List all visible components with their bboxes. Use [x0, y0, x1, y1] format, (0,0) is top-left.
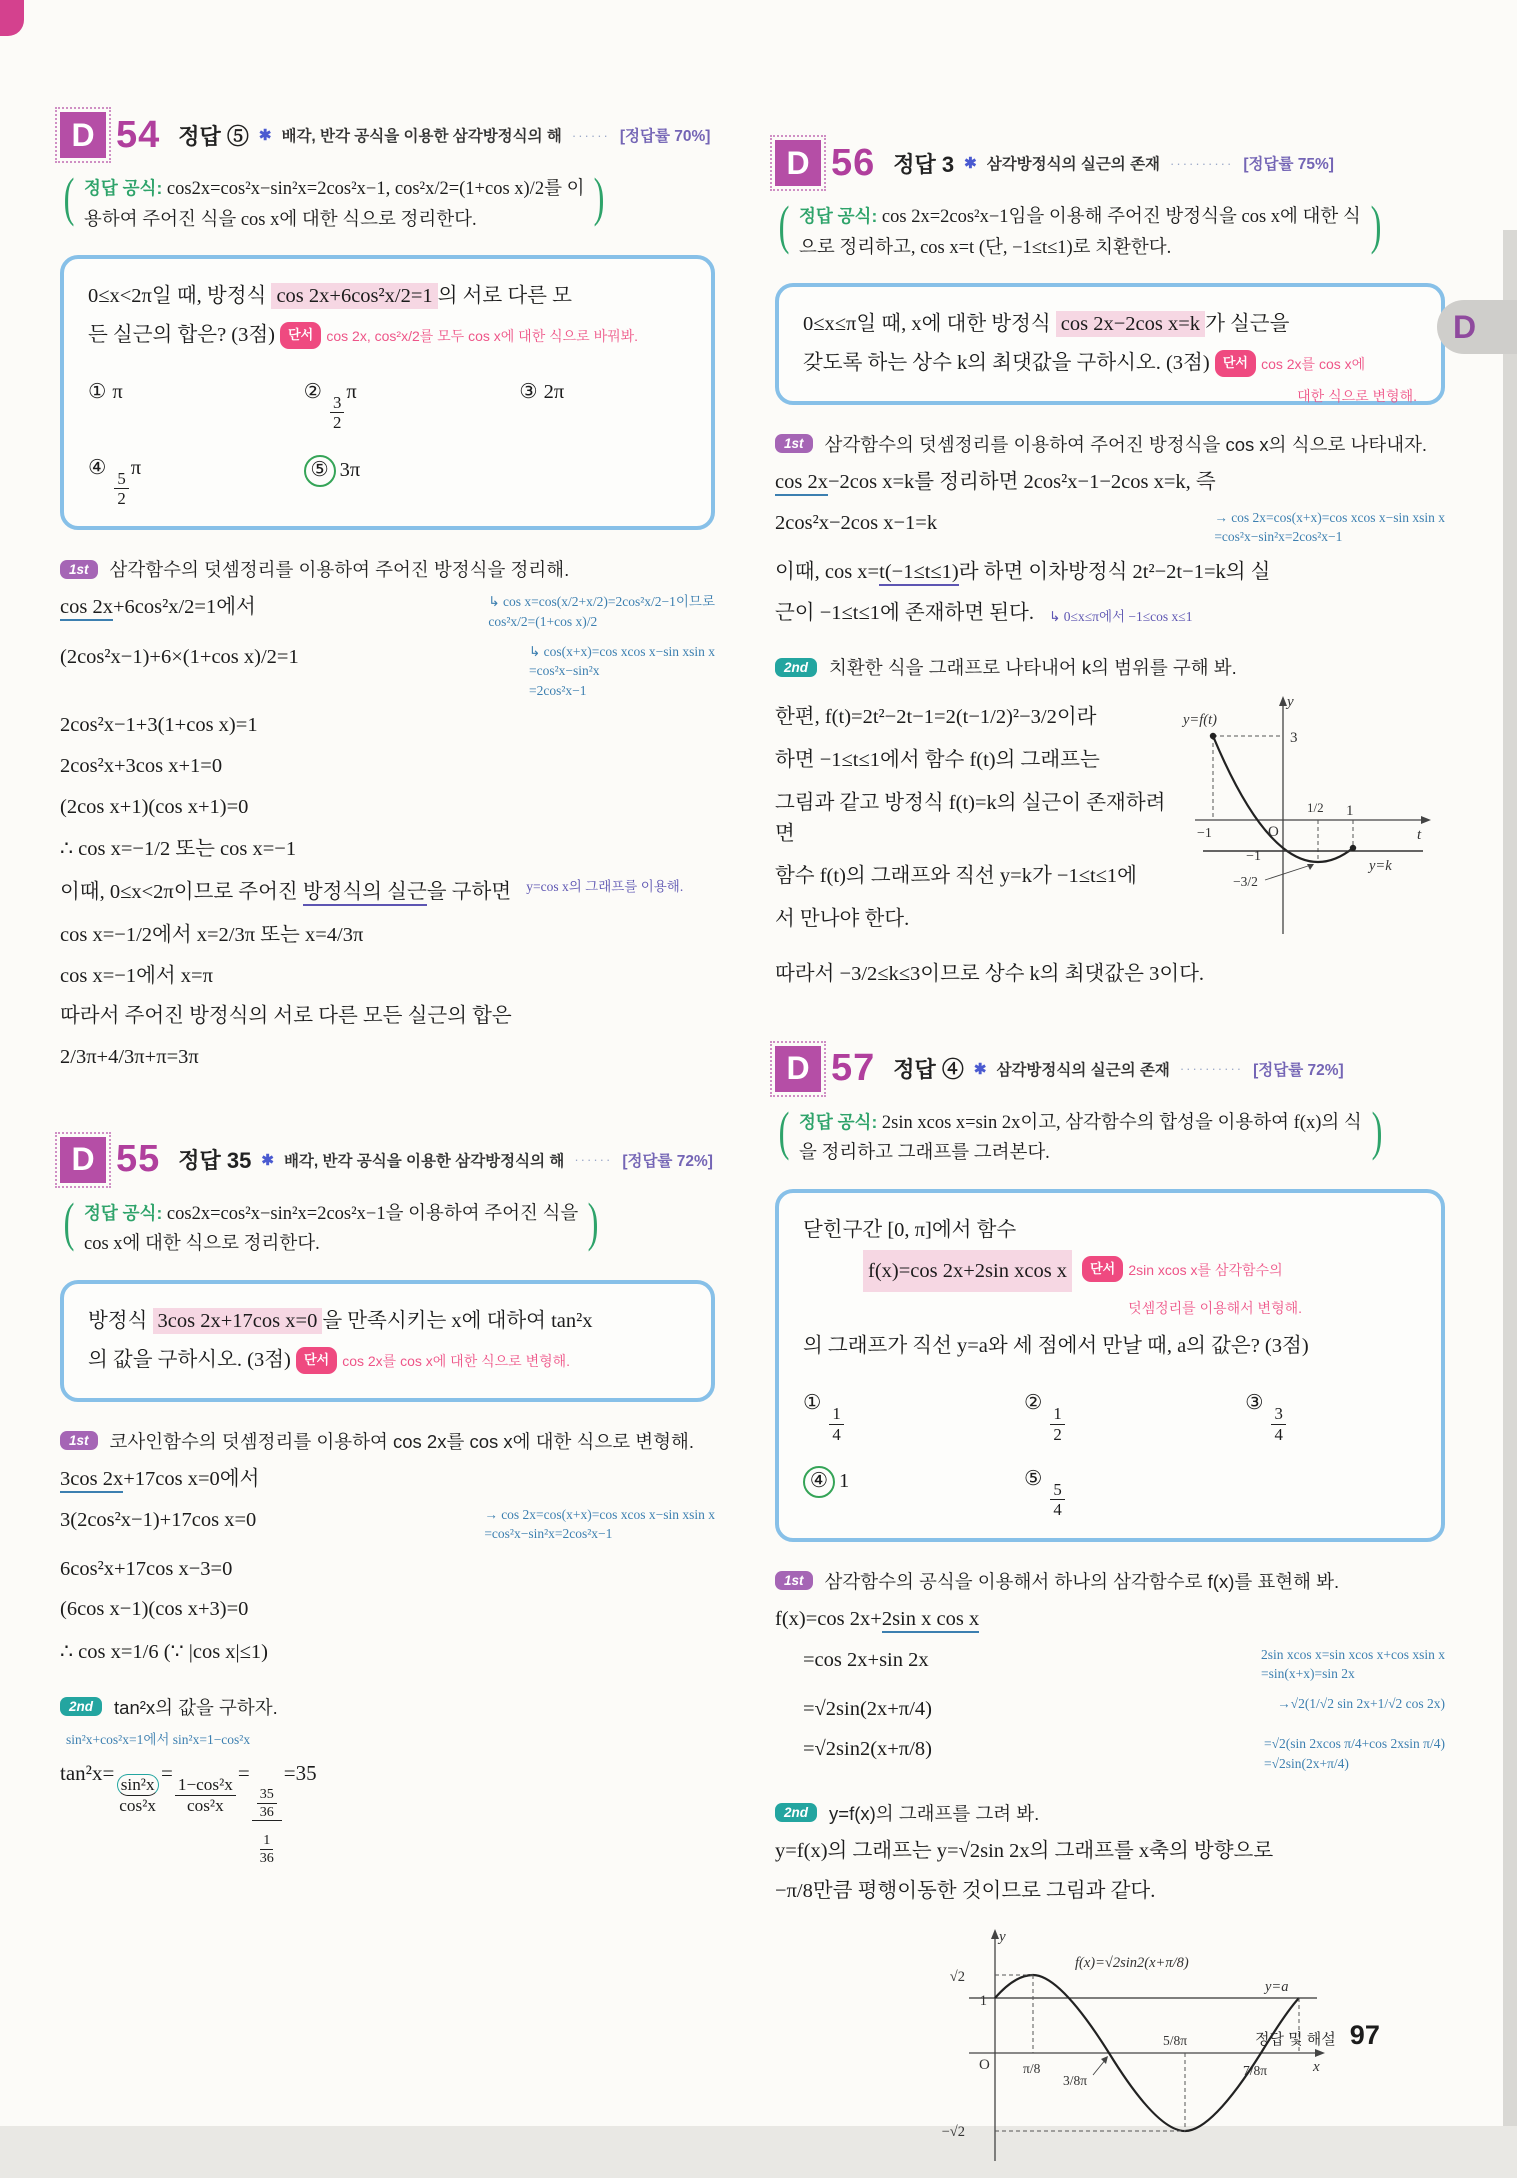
d56-star-icon: ✱: [964, 155, 977, 172]
d57-letter-badge: D: [775, 1046, 821, 1092]
d54-sol-line9: cos x=−1에서 x=π: [60, 964, 213, 987]
d56-sol-line8: 함수 f(t)의 그래프와 직선 y=k가 −1≤t≤1에: [775, 865, 1137, 888]
d56-sol-line5: 한편, f(t)=2t²−2t−1=2(t−1/2)²−3/2이라: [775, 706, 1097, 729]
svg-text:1: 1: [979, 1993, 987, 2010]
d56-answer: 정답 3: [893, 151, 955, 177]
d54-sol-line8: cos x=−1/2에서 x=2/3π 또는 x=4/3π: [60, 923, 364, 946]
svg-text:−1: −1: [1246, 849, 1261, 865]
d57-option-1: ① $\frac{1}{4}$: [803, 1390, 1024, 1444]
d57-option-3: ③ $\frac{3}{4}$: [1245, 1390, 1417, 1444]
d55-rate: [정답률 72%]: [622, 1152, 713, 1170]
d54-highlight-eq: cos 2x+6cos²x/2=1: [271, 283, 437, 309]
d57-option-5: ⑤ $\frac{5}{4}$: [1024, 1466, 1245, 1520]
d55-formula-line1: cos2x=cos²x−sin²x=2cos²x−1을 이용하여 주어진 식을: [166, 1203, 579, 1224]
step1-badge: 1st: [60, 560, 98, 579]
right-column: [775, 140, 1445, 2178]
chapter-side-tab: D: [1437, 300, 1517, 354]
d56-dots: ··········: [1170, 155, 1234, 171]
d56-sol-line6: 하면 −1≤t≤1에서 함수 f(t)의 그래프는: [775, 749, 1100, 772]
d54-step1: 1st 삼각함수의 덧셈정리를 이용하여 주어진 방정식을 정리해.: [60, 556, 715, 582]
problem-d57: [775, 1046, 1445, 2178]
d54-sol-line4: 2cos²x+3cos x+1=0: [60, 754, 223, 777]
d54-problem-box: [60, 255, 715, 530]
left-bracket: (: [778, 195, 790, 255]
d56-formula-label: 정답 공식:: [798, 206, 878, 226]
d56-sol-line2: 2cos²x−2cos x−1=k → cos 2x=cos(x+x)=cos xcos x−sin xsin x =cos²x−sin²x=2cos²x−1: [775, 508, 1445, 547]
d57-step2: 2nd y=f(x)의 그래프를 그려 봐.: [775, 1800, 1445, 1826]
right-bracket: ): [1371, 1100, 1383, 1161]
d56-note1: → cos 2x=cos(x+x)=cos xcos x−sin xsin x =cos²x−sin²x=2cos²x−1: [1214, 509, 1445, 545]
svg-text:5/8π: 5/8π: [1163, 2033, 1188, 2049]
d57-options: [803, 1390, 1417, 1519]
d57-clue-text2: 덧셈정리를 이용해서 변형해.: [1128, 1300, 1303, 1317]
d56-number: 56: [831, 141, 876, 184]
d57-sol-line5: y=f(x)의 그래프는 y=√2sin 2x의 그래프를 x축의 방향으로: [775, 1839, 1274, 1862]
d56-letter-badge: D: [775, 140, 821, 186]
d54-sol-line6: ∴ cos x=−1/2 또는 cos x=−1: [60, 838, 297, 861]
d54-clue-badge: 단서: [280, 322, 321, 349]
svg-text:1: 1: [1346, 803, 1354, 820]
d55-number: 55: [116, 1138, 161, 1181]
step2-badge: 2nd: [775, 1803, 817, 1822]
d56-formula-box: [775, 195, 1445, 267]
footer-page-number: 97: [1349, 2020, 1380, 2050]
d57-problem-line3: 의 그래프가 직선 y=a와 세 점에서 만날 때, a의 값은? (3점): [803, 1335, 1309, 1358]
d54-answer: 정답 ⑤: [178, 123, 249, 149]
d56-step1: 1st 삼각함수의 덧셈정리를 이용하여 주어진 방정식을 cos x의 식으로 나타내자.: [775, 431, 1445, 457]
d55-formula-box: [60, 1191, 715, 1264]
d54-answer-circle: ⑤: [304, 455, 336, 487]
d57-xlabel: x: [1313, 2059, 1320, 2076]
d54-option-5-selected: ⑤ 3π: [304, 455, 520, 509]
d57-problem-line1: 닫힌구간 [0, π]에서 함수: [803, 1218, 1017, 1241]
d57-formula-label: 정답 공식:: [798, 1111, 878, 1132]
d57-topic: 삼각방정식의 실근의 존재: [996, 1061, 1170, 1079]
d57-sol-line3: =√2sin(2x+π/4) →√2(1/√2 sin 2x+1/√2 cos 2x): [803, 1695, 1445, 1720]
svg-text:−1: −1: [1197, 826, 1212, 842]
d57-ylabel: y: [999, 1929, 1006, 1946]
d57-curve-label: f(x)=√2sin2(x+π/8): [1075, 1955, 1189, 1972]
d56-ylabel: y: [1287, 694, 1294, 711]
d56-header: [775, 140, 1445, 186]
d55-dots: ······: [574, 1152, 613, 1168]
left-bracket: (: [63, 167, 75, 227]
page-edge-strip: [1503, 230, 1517, 2126]
d54-topic: 배각, 반각 공식을 이용한 삼각방정식의 해: [281, 128, 562, 145]
d55-sol-line3: 6cos²x+17cos x−3=0: [60, 1557, 233, 1580]
d54-header: [60, 112, 715, 158]
d56-sol-line9: 서 만나야 한다.: [775, 908, 910, 931]
d57-sol-line4: =√2sin2(x+π/8) =√2(sin 2xcos π/4+cos 2xsin π/4) =√2sin(2x+π/4): [775, 1734, 1445, 1773]
d57-clue-badge: 단서: [1082, 1256, 1123, 1283]
right-bracket: ): [1370, 195, 1382, 255]
d56-problem-box: [775, 283, 1445, 405]
d56-sol-line1: cos 2x−2cos x=k를 정리하면 2cos²x−1−2cos x=k, 즉: [775, 467, 1445, 498]
d57-sol-line6: −π/8만큼 평행이동한 것이므로 그림과 같다.: [775, 1880, 1156, 1903]
d56-clue-text2: 대한 식으로 변형해.: [1297, 387, 1417, 404]
d56-curve-label: y=f(t): [1183, 712, 1217, 729]
d55-note2: sin²x+cos²x=1에서 sin²x=1−cos²x: [66, 1731, 251, 1747]
d55-sol-line4: (6cos x−1)(cos x+3)=0: [60, 1598, 249, 1621]
d55-highlight-eq: 3cos 2x+17cos x=0: [153, 1308, 323, 1334]
d57-answer-circle: ④: [803, 1466, 835, 1498]
d57-problem-box: [775, 1189, 1445, 1542]
d55-answer: 정답 35: [178, 1148, 252, 1174]
left-bracket: (: [63, 1191, 75, 1252]
d56-formula-line2: 으로 정리하고, cos x=t (단, −1≤t≤1)로 치환한다.: [798, 237, 1172, 258]
svg-text:−3/2: −3/2: [1233, 874, 1258, 890]
d56-graph: [1173, 690, 1445, 942]
d55-letter-badge: D: [60, 1137, 106, 1183]
right-bracket: ): [587, 1191, 599, 1252]
d57-answer: 정답 ④: [893, 1057, 964, 1083]
d55-formula-label: 정답 공식:: [83, 1202, 163, 1223]
d54-formula-line2: 용하여 주어진 식을 cos x에 대한 식으로 정리한다.: [83, 209, 477, 230]
svg-text:−√2: −√2: [941, 2124, 965, 2141]
d56-note4: ↳ 0≤x≤π에서 −1≤cos x≤1: [1049, 608, 1193, 624]
step1-badge: 1st: [775, 434, 813, 453]
right-bracket: ): [594, 167, 605, 227]
svg-text:1/2: 1/2: [1307, 800, 1324, 816]
problem-d54: [60, 112, 715, 1073]
d54-formula-line1: cos2x=cos²x−sin²x=2cos²x−1, cos²x/2=(1+cos x)/2를 이: [166, 179, 585, 199]
d54-option-4: ④ $\frac{5}{2}$ π: [88, 456, 142, 509]
svg-text:3/8π: 3/8π: [1063, 2073, 1088, 2089]
d54-star-icon: ✱: [258, 127, 272, 144]
d55-sol-line1: 3cos 2x+17cos x=0에서: [60, 1464, 715, 1495]
d54-formula-label: 정답 공식:: [83, 178, 163, 198]
problem-d56: [775, 140, 1445, 990]
d54-sol-line3: 2cos²x−1+3(1+cos x)=1: [60, 714, 258, 737]
d54-sol-line10: 따라서 주어진 방정식의 서로 다른 모든 실근의 합은: [60, 1005, 512, 1028]
d54-sol-line5: (2cos x+1)(cos x+1)=0: [60, 795, 249, 818]
d55-circled-sin: sin²x: [117, 1774, 159, 1796]
d57-dots: ··········: [1179, 1061, 1244, 1077]
d57-problem-line2: [803, 1250, 1417, 1328]
left-column: [60, 112, 715, 1874]
d57-formula-line1: 2sin xcos x=sin 2x이고, 삼각함수의 합성을 이용하여 f(x)의 식: [881, 1112, 1362, 1133]
d56-tlabel: t: [1417, 827, 1422, 844]
d57-clue-text1: 2sin xcos x를 삼각함수의: [1128, 1261, 1283, 1278]
d55-sol-line2: 3(2cos²x−1)+17cos x=0 → cos 2x=cos(x+x)=cos xcos x−sin xsin x =cos²x−sin²x=2cos²x−1: [60, 1505, 715, 1544]
d56-problem-line2: 갖도록 하는 상수 k의 최댓값을 구하시오. (3점) 단서 cos 2x를 cos x에 대한 식으로 변형해.: [803, 344, 1417, 383]
d57-option-4-selected: ④ 1: [803, 1466, 1024, 1520]
svg-text:O: O: [979, 2057, 990, 2074]
d54-problem-line2: 든 실근의 합은? (3점) 단서 cos 2x, cos²x/2를 모두 cos x에 대한 식으로 바꿔봐.: [88, 316, 687, 355]
d55-star-icon: ✱: [261, 1151, 274, 1169]
d57-aline-label: y=a: [1265, 1979, 1289, 1996]
d56-problem-line1: 0≤x≤π일 때, x에 대한 방정식 cos 2x−2cos x=k 가 실근을: [803, 313, 1290, 336]
d56-step2: 2nd 치환한 식을 그래프로 나타내어 k의 범위를 구해 봐.: [775, 654, 1445, 680]
d57-highlight-eq: f(x)=cos 2x+2sin xcos x: [863, 1250, 1072, 1293]
footer-label: 정답 및 해설: [1255, 2031, 1336, 2048]
d55-problem-line1: 방정식 3cos 2x+17cos x=0 을 만족시키는 x에 대하여 tan²x: [88, 1309, 593, 1332]
d54-formula-box: [60, 167, 715, 239]
d55-clue-text: cos 2x를 cos x에 대한 식으로 변형해.: [342, 1352, 571, 1369]
d57-step1: 1st 삼각함수의 공식을 이용해서 하나의 삼각함수로 f(x)를 표현해 봐.: [775, 1568, 1445, 1594]
d55-topic: 배각, 반각 공식을 이용한 삼각방정식의 해: [283, 1152, 565, 1170]
d54-sol-line11: 2/3π+4/3π+π=3π: [60, 1046, 199, 1069]
d56-highlight-eq: cos 2x−2cos x=k: [1056, 311, 1205, 337]
d56-rate: [정답률 75%]: [1243, 156, 1334, 173]
step1-badge: 1st: [60, 1431, 98, 1450]
d56-kline-label: y=k: [1369, 858, 1392, 875]
d55-note1: → cos 2x=cos(x+x)=cos xcos x−sin xsin x =cos²x−sin²x=2cos²x−1: [484, 1506, 715, 1542]
d57-note2: 2sin xcos x=sin xcos x+cos xsin x =sin(x+x)=sin 2x: [1261, 1646, 1445, 1682]
svg-text:π/8: π/8: [1023, 2061, 1041, 2077]
d55-formula-line2: cos x에 대한 식으로 정리한다.: [83, 1234, 320, 1255]
d56-sol-line10: 따라서 −3/2≤k≤3이므로 상수 k의 최댓값은 3이다.: [775, 962, 1205, 985]
d54-number: 54: [116, 113, 161, 156]
d55-sol-line5: ∴ cos x=1/6 (∵ |cos x|≤1): [60, 1641, 268, 1664]
d54-dots: ······: [571, 127, 610, 143]
d56-graph-row: [775, 690, 1445, 947]
problem-d55: [60, 1137, 715, 1866]
d57-formula-line2: 을 정리하고 그래프를 그려본다.: [798, 1143, 1050, 1164]
d54-sol-line2: (2cos²x−1)+6×(1+cos x)/2=1 ↳ cos(x+x)=cos xcos x−sin xsin x =cos²x−sin²x =2cos²x−1: [60, 642, 715, 701]
d55-tan-line: tan²x= $\frac{\text{sin²x}}{\text{cos²x}}$ = $\frac{\text{1−cos²x}}{\text{cos²x}}$ = $\frac{\frac{35}{36}}{\frac{1}{36}}$ =35: [60, 1760, 317, 1866]
d57-sol-line1: f(x)=cos 2x+2sin x cos x: [775, 1604, 1445, 1635]
page-footer: [1255, 2020, 1380, 2051]
d55-step1: 1st 코사인함수의 덧셈정리를 이용하여 cos 2x를 cos x에 대한 식으로 변형해.: [60, 1428, 715, 1454]
d54-option-1: ① π: [88, 380, 123, 403]
d57-rate: [정답률 72%]: [1253, 1061, 1344, 1079]
d54-note7: y=cos x의 그래프를 이용해.: [526, 879, 684, 895]
step2-badge: 2nd: [60, 1697, 102, 1716]
d54-option-2: ② $\frac{3}{2}$ π: [303, 380, 357, 433]
d54-option-3: ③ 2π: [519, 380, 565, 403]
d57-header: [775, 1046, 1445, 1092]
svg-text:√2: √2: [949, 1969, 965, 1986]
corner-mark: [0, 0, 24, 36]
svg-text:7/8π: 7/8π: [1243, 2063, 1268, 2079]
svg-text:O: O: [1268, 824, 1279, 841]
d54-letter-badge: D: [60, 112, 106, 158]
d57-note4: =√2(sin 2xcos π/4+cos 2xsin π/4) =√2sin(2x+π/4): [1263, 1736, 1445, 1771]
d55-header: [60, 1137, 715, 1183]
d56-clue-badge: 단서: [1215, 350, 1256, 377]
d57-option-2: ② $\frac{1}{2}$: [1024, 1390, 1245, 1444]
step2-badge: 2nd: [775, 658, 817, 677]
d54-options: [88, 379, 687, 508]
d55-problem-line2: 의 값을 구하시오. (3점) 단서 cos 2x를 cos x에 대한 식으로 변형해.: [88, 1341, 687, 1380]
d57-sol-line2: =cos 2x+sin 2x 2sin xcos x=sin xcos x+cos xsin x =sin(x+x)=sin 2x: [775, 1645, 1445, 1684]
d54-rate: [정답률 70%]: [619, 128, 711, 145]
d56-topic: 삼각방정식의 실근의 존재: [986, 156, 1161, 173]
d55-clue-badge: 단서: [296, 1347, 337, 1374]
left-bracket: (: [778, 1100, 790, 1161]
d55-step2: 2nd tan²x의 값을 구하자.: [60, 1694, 715, 1720]
d57-number: 57: [831, 1047, 876, 1090]
d54-clue-text: cos 2x, cos²x/2를 모두 cos x에 대한 식으로 바꿔봐.: [326, 327, 639, 344]
d56-sol-line7: 그림과 같고 방정식 f(t)=k의 실근이 존재하려면: [775, 791, 1166, 845]
d57-formula-box: [775, 1100, 1445, 1173]
d56-clue-text1: cos 2x를 cos x에: [1261, 355, 1366, 372]
svg-text:3: 3: [1290, 730, 1298, 747]
d56-formula-line1: cos 2x=2cos²x−1임을 이용해 주어진 방정식을 cos x에 대한 식: [881, 207, 1361, 227]
step1-badge: 1st: [775, 1571, 813, 1590]
d54-sol-line7: 이때, 0≤x<2π이므로 주어진 방정식의 실근을 구하면 $^{y=cos x의 그래프를 이용해.}$: [60, 877, 715, 908]
d54-sol-line1: cos 2x+6cos²x/2=1에서 ↳ cos x=cos(x/2+x/2)=2cos²x/2−1이므로 cos²x/2=(1+cos x)/2: [60, 592, 715, 631]
d55-problem-box: [60, 1280, 715, 1402]
d56-sol-line4: 근이 −1≤t≤1에 존재하면 된다. ↳ 0≤x≤π에서 −1≤cos x≤1: [775, 601, 1193, 624]
d56-sol-line3: 이때, cos x=t(−1≤t≤1)라 하면 이차방정식 2t²−2t−1=k의 실: [775, 557, 1445, 588]
d57-note3: →√2(1/√2 sin 2x+1/√2 cos 2x): [1277, 1695, 1445, 1711]
d54-note2: ↳ cos(x+x)=cos xcos x−sin xsin x =cos²x−sin²x =2cos²x−1: [528, 643, 715, 698]
d54-note1: ↳ cos x=cos(x/2+x/2)=2cos²x/2−1이므로 cos²x/2=(1+cos x)/2: [488, 594, 715, 629]
d54-problem-line1: 0≤x<2π일 때, 방정식 cos 2x+6cos²x/2=1 의 서로 다른 모: [88, 285, 572, 308]
d57-star-icon: ✱: [973, 1060, 987, 1078]
